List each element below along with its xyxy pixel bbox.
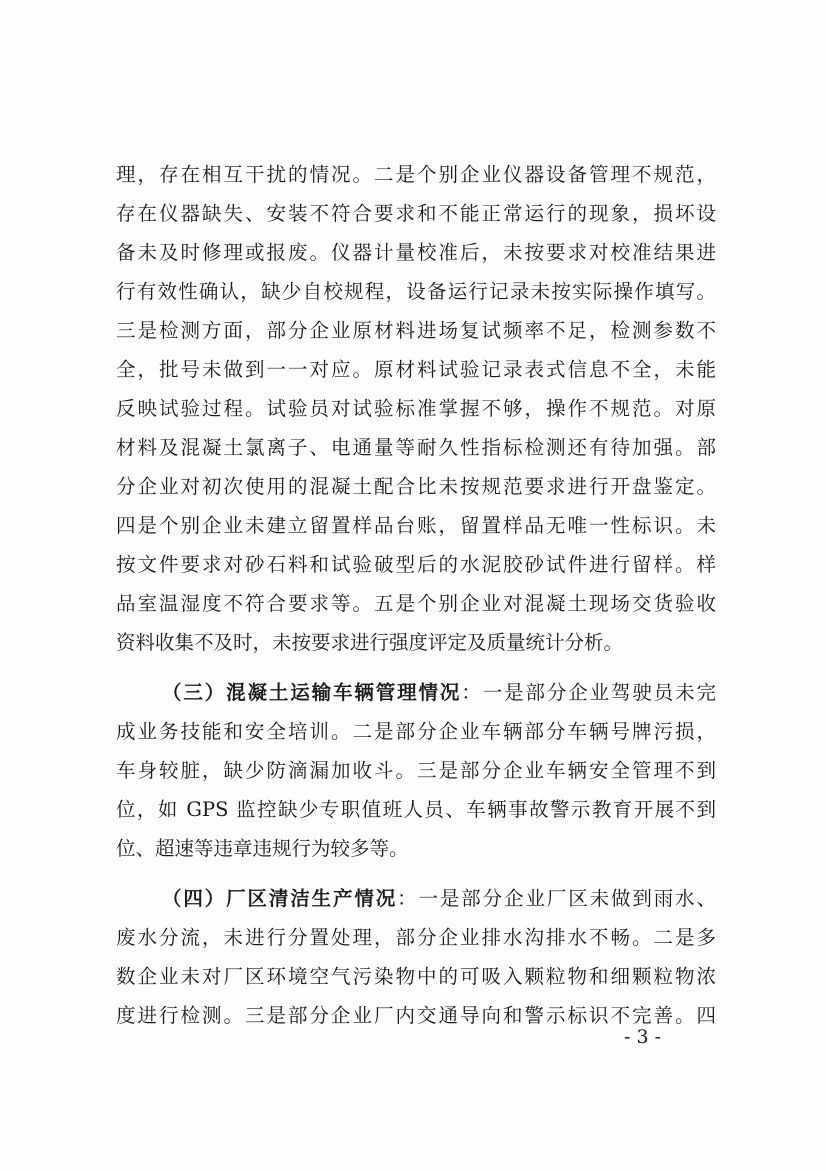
paragraph-line: 车身较脏，缺少防滴漏加收斗。三是部分企业车辆安全管理不到	[116, 759, 716, 782]
paragraph-line: 位、超速等违章违规行为较多等。	[116, 837, 409, 860]
paragraph-line: 四是个别企业未建立留置样品台账，留置样品无唯一性标识。未	[116, 514, 716, 537]
paragraph-line: 存在仪器缺失、安装不符合要求和不能正常运行的现象，损坏设	[116, 202, 716, 225]
section-4-first-line	[162, 884, 716, 914]
paragraph-line: 按文件要求对砂石料和试验破型后的水泥胶砂试件进行留样。样	[116, 553, 716, 576]
paragraph-line: 位，如 GPS 监控缺少专职值班人员、车辆事故警示教育开展不到	[116, 798, 716, 821]
paragraph-line: 废水分流，未进行分置处理，部分企业排水沟排水不畅。二是多	[116, 926, 716, 949]
paragraph-line: 数企业未对厂区环境空气污染物中的可吸入颗粒物和细颗粒物浓	[116, 965, 716, 988]
paragraph-line: 备未及时修理或报废。仪器计量校准后，未按要求对校准结果进	[116, 241, 716, 264]
section-3-first-line-text: ：一是部分企业驾驶员未完	[461, 681, 716, 704]
paragraph-line: 度进行检测。三是部分企业厂内交通导向和警示标识不完善。四	[116, 1004, 716, 1027]
paragraph-line: 反映试验过程。试验员对试验标准掌握不够，操作不规范。对原	[116, 397, 716, 420]
paragraph-line: 资料收集不及时，未按要求进行强度评定及质量统计分析。	[116, 631, 624, 654]
page-number: - 3 -	[624, 1026, 662, 1048]
section-3-first-line	[162, 678, 716, 708]
section-4-first-line-text: ：一是部分企业厂区未做到雨水、	[397, 887, 716, 910]
paragraph-line: 材料及混凝土氯离子、电通量等耐久性指标检测还有待加强。部	[116, 436, 716, 459]
paragraph-line: 分企业对初次使用的混凝土配合比未按规范要求进行开盘鉴定。	[116, 475, 716, 498]
section-3-heading: （三）混凝土运输车辆管理情况	[162, 681, 462, 704]
paragraph-line: 理，存在相互干扰的情况。二是个别企业仪器设备管理不规范，	[116, 163, 716, 186]
paragraph-line: 三是检测方面，部分企业原材料进场复试频率不足，检测参数不	[116, 319, 716, 342]
paragraph-line: 行有效性确认，缺少自校规程，设备运行记录未按实际操作填写。	[116, 280, 716, 303]
paragraph-line: 品室温湿度不符合要求等。五是个别企业对混凝土现场交货验收	[116, 592, 716, 615]
section-4-heading: （四）厂区清洁生产情况	[162, 887, 398, 910]
paragraph-line: 成业务技能和安全培训。二是部分企业车辆部分车辆号牌污损，	[116, 720, 716, 743]
paragraph-line: 全，批号未做到一一对应。原材料试验记录表式信息不全，未能	[116, 358, 716, 381]
